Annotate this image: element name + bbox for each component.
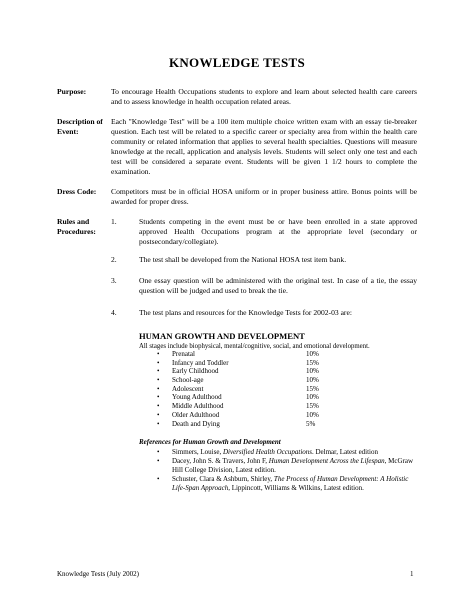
list-item: [157, 393, 387, 402]
description-label: Description of Event:: [57, 117, 103, 136]
list-item: [157, 475, 419, 493]
stage-name: Infancy and Toddler: [172, 358, 229, 367]
bullet-icon: •: [157, 358, 160, 367]
rule-number: 1.: [111, 217, 117, 226]
stage-percent: 10%: [306, 376, 319, 385]
reference-publisher: , Lippincott, Williams & Wilkins, Latest edition.: [228, 484, 364, 492]
stage-percent: 10%: [306, 367, 319, 376]
purpose-text: To encourage Health Occupations students to explore and learn about selected health care careers and to assess knowledge in health occupation related areas.: [111, 87, 417, 106]
list-item: [157, 359, 387, 368]
stage-percent: 10%: [306, 350, 319, 358]
list-item: [157, 376, 387, 385]
bullet-icon: •: [157, 402, 160, 411]
stage-name: Middle Adulthood: [172, 402, 224, 411]
stage-name: Early Childhood: [172, 367, 219, 376]
list-item: [157, 350, 387, 359]
reference-work: The Process of Human Development: A Holistic Life-Span Approach: [172, 475, 409, 492]
stage-name: Death and Dying: [172, 419, 220, 428]
stage-percent: 10%: [306, 393, 319, 402]
stage-percent: 15%: [306, 384, 319, 393]
list-item: [157, 411, 387, 420]
page-number: 1: [410, 570, 414, 578]
bullet-icon: •: [157, 384, 160, 393]
rules-label: Rules and Procedures:: [57, 217, 96, 236]
reference-author: Simmers, Louise,: [172, 448, 223, 456]
reference-author: Dacey, John S. & Travers, John F,: [172, 457, 269, 465]
reference-work: Human Development Across the Lifespan: [268, 457, 385, 465]
bullet-icon: •: [157, 393, 160, 402]
references-list: [157, 448, 419, 493]
reference-text: [172, 457, 419, 475]
list-item: [157, 420, 387, 429]
bullet-icon: •: [157, 419, 160, 428]
bullet-icon: •: [157, 457, 160, 465]
list-item: [157, 448, 419, 457]
section-note: All stages include biophysical, mental/cognitive, social, and emotional development.: [139, 343, 370, 350]
bullet-icon: •: [157, 376, 160, 385]
stage-list: [157, 350, 387, 428]
reference-author: Schuster, Clara & Ashburn, Shirley,: [172, 475, 274, 483]
stage-name: Older Adulthood: [172, 410, 220, 419]
section-heading: HUMAN GROWTH AND DEVELOPMENT: [139, 331, 305, 341]
reference-work: Diversified Health Occupations: [222, 448, 312, 456]
bullet-icon: •: [157, 475, 160, 483]
stage-percent: 5%: [306, 419, 316, 428]
page-title: KNOWLEDGE TESTS: [168, 55, 306, 70]
stage-name: Prenatal: [172, 350, 195, 358]
reference-text: [172, 475, 419, 493]
list-item: [157, 457, 419, 475]
rule-number: 3.: [111, 276, 117, 285]
purpose-label: Purpose:: [57, 87, 87, 96]
rule-number: 2.: [111, 255, 117, 264]
stage-percent: 15%: [306, 358, 319, 367]
stage-name: Adolescent: [172, 384, 204, 393]
reference-publisher: . Delmar, Latest edition: [312, 448, 379, 456]
rule-number: 4.: [111, 308, 117, 317]
dress-code-label: Dress Code:: [57, 187, 97, 196]
bullet-icon: •: [157, 448, 160, 456]
description-text: Each "Knowledge Test" will be a 100 item multiple choice written exam with an essay tie-breaker question. Each test will be related to a specific career or specialty area from within the health care community or related information that applies to several health specialties. Questions will measure knowledge at the recall, application and analysis levels. Students will select only one test and each test will be considered a separate event. Students will be given 1 1/2 hours to complete the examination.: [111, 117, 417, 176]
rule-text: The test plans and resources for the Knowledge Tests for 2002-03 are:: [139, 308, 352, 317]
stage-name: School-age: [172, 376, 204, 385]
dress-code-text: Competitors must be in official HOSA uniform or in proper business attire. Bonus points will be awarded for proper dress.: [111, 187, 417, 206]
rule-text: One essay question will be administered with the original test. In case of a tie, the essay question will be judged and used to break the tie.: [139, 276, 417, 295]
reference-publisher: , McGraw Hill College Division, Latest edition.: [172, 457, 414, 474]
bullet-icon: •: [157, 367, 160, 376]
stage-percent: 10%: [306, 410, 319, 419]
list-item: [157, 367, 387, 376]
bullet-icon: •: [157, 410, 160, 419]
rule-text: The test shall be developed from the National HOSA test item bank.: [139, 255, 347, 264]
reference-text: [172, 448, 419, 457]
list-item: [157, 402, 387, 411]
bullet-icon: •: [157, 350, 160, 358]
stage-name: Young Adulthood: [172, 393, 222, 402]
rule-text: Students competing in the event must be or have been enrolled in a state approved approved Health Occupations program at the appropriate level (secondary or postsecondary/collegiate).: [139, 217, 417, 246]
footer-title: Knowledge Tests (July 2002): [57, 570, 140, 578]
references-heading: References for Human Growth and Development: [139, 438, 281, 446]
stage-percent: 15%: [306, 402, 319, 411]
list-item: [157, 385, 387, 394]
